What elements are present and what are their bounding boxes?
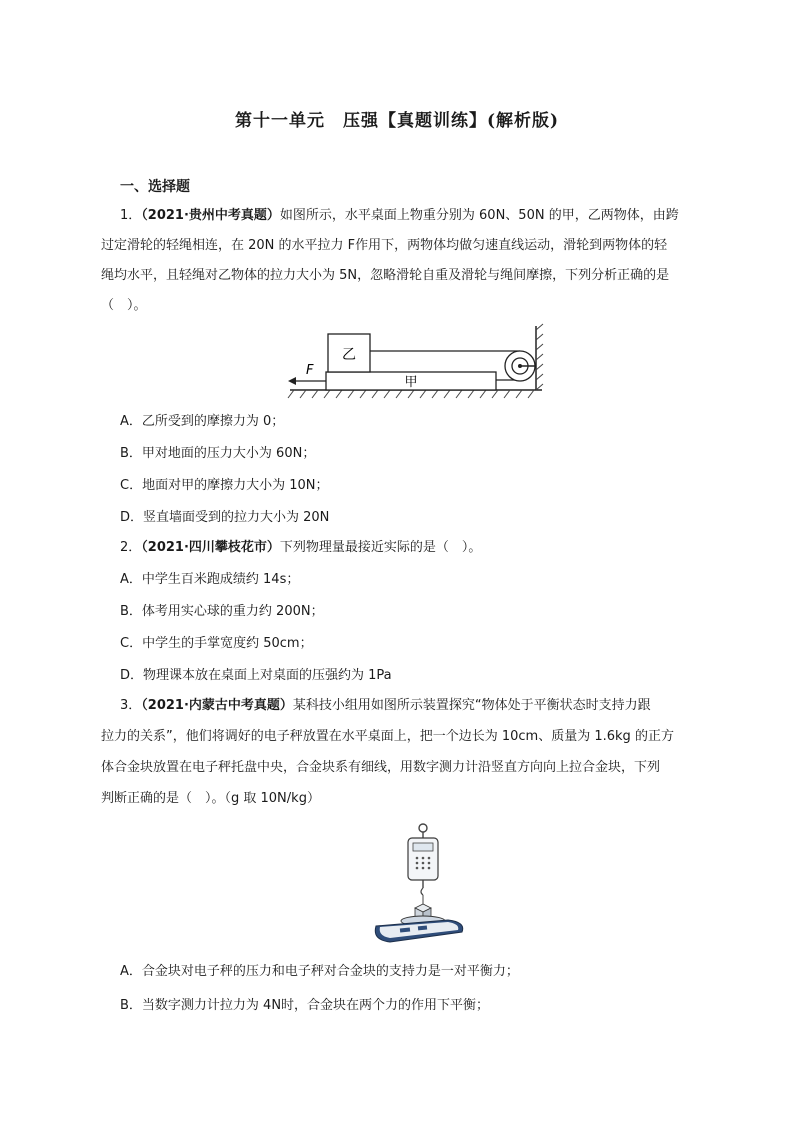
force-label: F bbox=[306, 363, 314, 378]
scale-figure bbox=[370, 822, 470, 952]
question-1-line-3: 绳均水平，且轻绳对乙物体的拉力大小为 5N，忽略滑轮自重及滑轮与绳间摩擦，下列分析正确的是 bbox=[101, 268, 670, 283]
question-text: 如图所示，水平桌面上物重分别为 60N、50N 的甲，乙两物体，由跨 bbox=[279, 208, 679, 223]
question-1-line-2: 过定滑轮的轻绳相连，在 20N 的水平拉力 F作用下，两物体均做匀速直线运动，滑轮到两物体的轻 bbox=[101, 238, 668, 253]
option-d: D．竖直墙面受到的拉力大小为 20N bbox=[120, 510, 330, 525]
option-d: D．物理课本放在桌面上对桌面的压强约为 1Pa bbox=[120, 668, 392, 683]
page-title: 第十一单元 压强【真题训练】(解析版) bbox=[234, 111, 560, 131]
question-3-line-2: 拉力的关系”，他们将调好的电子秤放置在水平桌面上，把一个边长为 10cm、质量为 1.6kg 的正方 bbox=[101, 729, 674, 744]
option-a: A．合金块对电子秤的压力和电子秤对合金块的支持力是一对平衡力； bbox=[120, 964, 519, 979]
option-b: B．当数字测力计拉力为 4N时，合金块在两个力的作用下平衡； bbox=[120, 998, 490, 1013]
option-b: B．体考用实心球的重力约 200N； bbox=[120, 604, 324, 619]
question-source: （2021·贵州中考真题） bbox=[141, 208, 280, 223]
question-3-line-3: 体合金块放置在电子秤托盘中央，合金块系有细线，用数字测力计沿竖直方向向上拉合金块，下列 bbox=[101, 760, 661, 775]
pulley-figure bbox=[280, 322, 550, 402]
option-c: C．中学生的手掌宽度约 50cm； bbox=[120, 636, 313, 651]
question-3-line-4: 判断正确的是（ ）。（g 取 10N/kg） bbox=[101, 791, 320, 806]
question-number: 1． bbox=[120, 208, 142, 223]
option-b: B．甲对地面的压力大小为 60N； bbox=[120, 446, 316, 461]
question-number: 3． bbox=[120, 698, 142, 713]
question-text: 某科技小组用如图所示装置探究“物体处于平衡状态时支持力跟 bbox=[292, 698, 651, 713]
section-heading: 一、选择题 bbox=[120, 179, 190, 195]
question-source: （2021·四川攀枝花市） bbox=[141, 540, 280, 555]
block-jia-label: 甲 bbox=[404, 375, 418, 390]
option-a: A．中学生百米跑成绩约 14s； bbox=[120, 572, 300, 587]
question-source: （2021·内蒙古中考真题） bbox=[141, 698, 293, 713]
question-3-line-1 bbox=[120, 696, 680, 716]
block-yi-label: 乙 bbox=[342, 347, 356, 363]
question-1-line-4: （ ）。 bbox=[101, 298, 147, 313]
question-1-line-1 bbox=[120, 206, 680, 226]
question-number: 2． bbox=[120, 540, 142, 555]
question-2-line-1 bbox=[120, 538, 680, 558]
question-text: 下列物理量最接近实际的是（ ）。 bbox=[279, 540, 482, 555]
option-a: A．乙所受到的摩擦力为 0； bbox=[120, 414, 285, 429]
option-c: C．地面对甲的摩擦力大小为 10N； bbox=[120, 478, 329, 493]
